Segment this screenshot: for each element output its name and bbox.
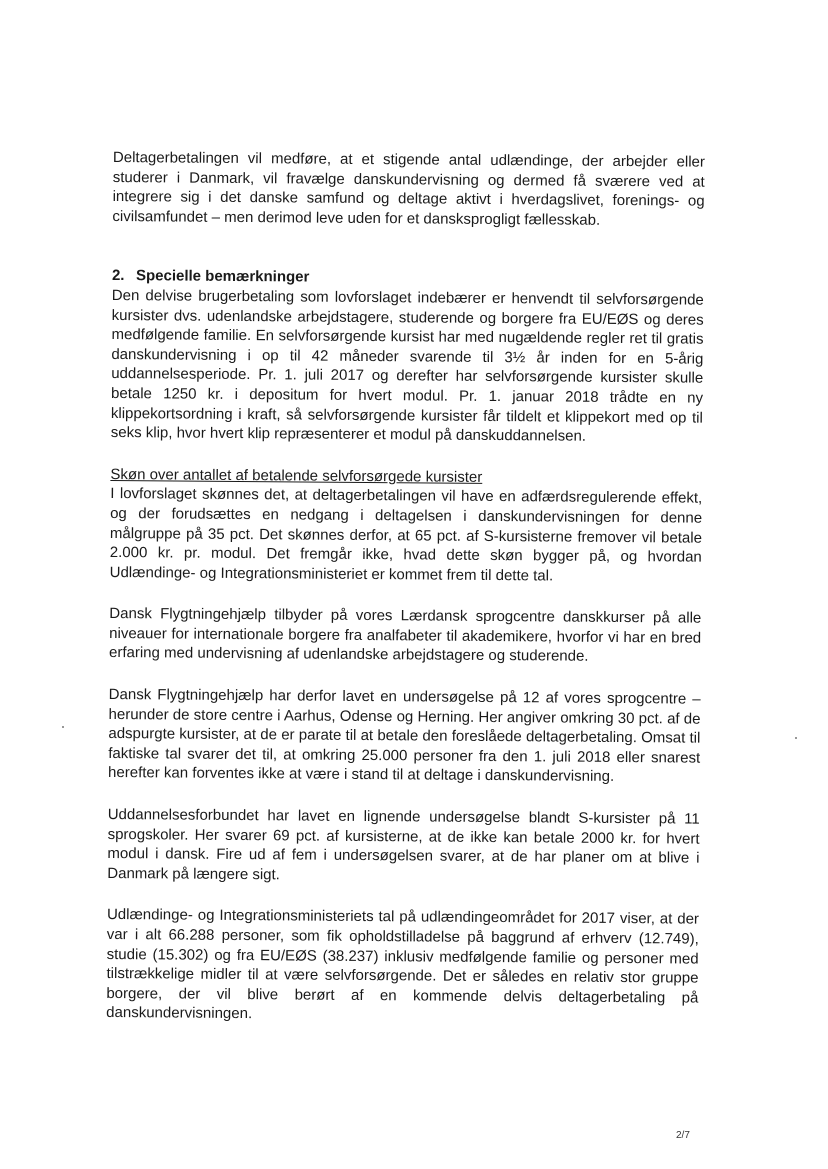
section-title: Specielle bemærkninger — [135, 267, 310, 286]
paragraph-union-survey: Uddannelsesforbundet har lavet en lignende undersøgelse blandt S-kursister på 11 sprogskoler. Her svarer 69 pct. af kursisterne, at de ikke kan betale 2000 kr. for hvert modul i dansk. Fire ud af fem i undersøgelsen svarer, at de har planer om at blive i Danmark på længere sigt. — [107, 806, 700, 884]
scan-speck — [62, 726, 64, 728]
section-number: 2. — [111, 267, 125, 285]
page-number: 2/7 — [676, 1130, 690, 1141]
paragraph-dfh-offer: Dansk Flygtningehjælp tilbyder på vores Lærdansk sprogcentre danskkurser på alle niveauer for internationale borgere fra analfabeter til akademikere, hvorfor vi har en bred erfaring med undervisning af udenlandske arbejdstagere og studerende. — [108, 605, 702, 666]
paragraph-ministry-figures: Udlændinge- og Integrationsministeriets tal på udlændingeområdet for 2017 viser, at der var i alt 66.288 personer, som fik opholdstilladelse på baggrund af erhverv (12.749), studie (15.302) og fra EU/EØS (38.237) inklusiv medfølgende familie og personer med tilstrækkelige midler til at være selvforsørgende. Det er således en relativ stor gruppe borgere, der vil blive berørt af en kommende delvis deltagerbetaling på danskundervisningen. — [106, 906, 700, 1023]
paragraph-estimate: I lovforslaget skønnes det, at deltagerbetalingen vil have en adfærdsregulerende effekt, og der forudsættes en nedgang i deltagelsen i danskundervisningen for denne målgruppe på 35 pct. Det skønnes derfor, at 65 pct. af S-kursisterne fremover vil betale 2.000 kr. pr. modul. Det fremgår ikke, hvad dette skøn bygger på, og hvordan Udlændinge- og Integrationsministeriet er kommet frem til dette tal. — [109, 485, 703, 585]
scan-speck — [795, 737, 797, 739]
paragraph-dfh-survey: Dansk Flygtningehjælp har derfor lavet en undersøgelse på 12 af vores sprogcentre – herunder de store centre i Aarhus, Odense og Herning. Her angiver omkring 30 pct. af de adspurgte kursister, at de er parate til at betale den foreslåede deltagerbetaling. Omsat til faktiske tal svarer det til, at omkring 25.000 personer fra den 1. juli 2018 eller snarest herefter kan forventes ikke at være i stand til at deltage i danskundervisning. — [108, 686, 701, 786]
subheading: Skøn over antallet af betalende selvforsørgede kursister — [110, 465, 483, 486]
paragraph-section-text: Den delvise brugerbetaling som lovforslaget indebærer er henvendt til selvforsørgende kursister dvs. udenlandske arbejdstagere, studerende og borgere fra EU/EØS og deres medfølgende familie. En selvforsørgende kursist har med nugældende regler ret til gratis danskundervisning i op til 42 måneder svarende til 3½ år inden for en 5-årig uddannelsesperiode. Pr. 1. juli 2017 og derefter har selvforsørgende kursister skulle betale 1250 kr. i depositum for hvert modul. Pr. 1. januar 2018 trådte en ny klippekortsordning i kraft, så selvforsørgende kursister får tildelt et klippekort med op til seks klip, hvor hvert klip repræsenterer et modul på danskuddannelsen. — [110, 286, 704, 445]
document-page — [106, 148, 705, 1028]
paragraph-intro: Deltagerbetalingen vil medføre, at et stigende antal udlændinge, der arbejder eller studerer i Danmark, vil fravælge danskundervisning og dermed få sværere ved at integrere sig i det danske samfund og deltage aktivt i hverdagslivet, forenings- og civilsamfundet – men derimod leve uden for et dansksprogligt fællesskab. — [112, 148, 705, 229]
